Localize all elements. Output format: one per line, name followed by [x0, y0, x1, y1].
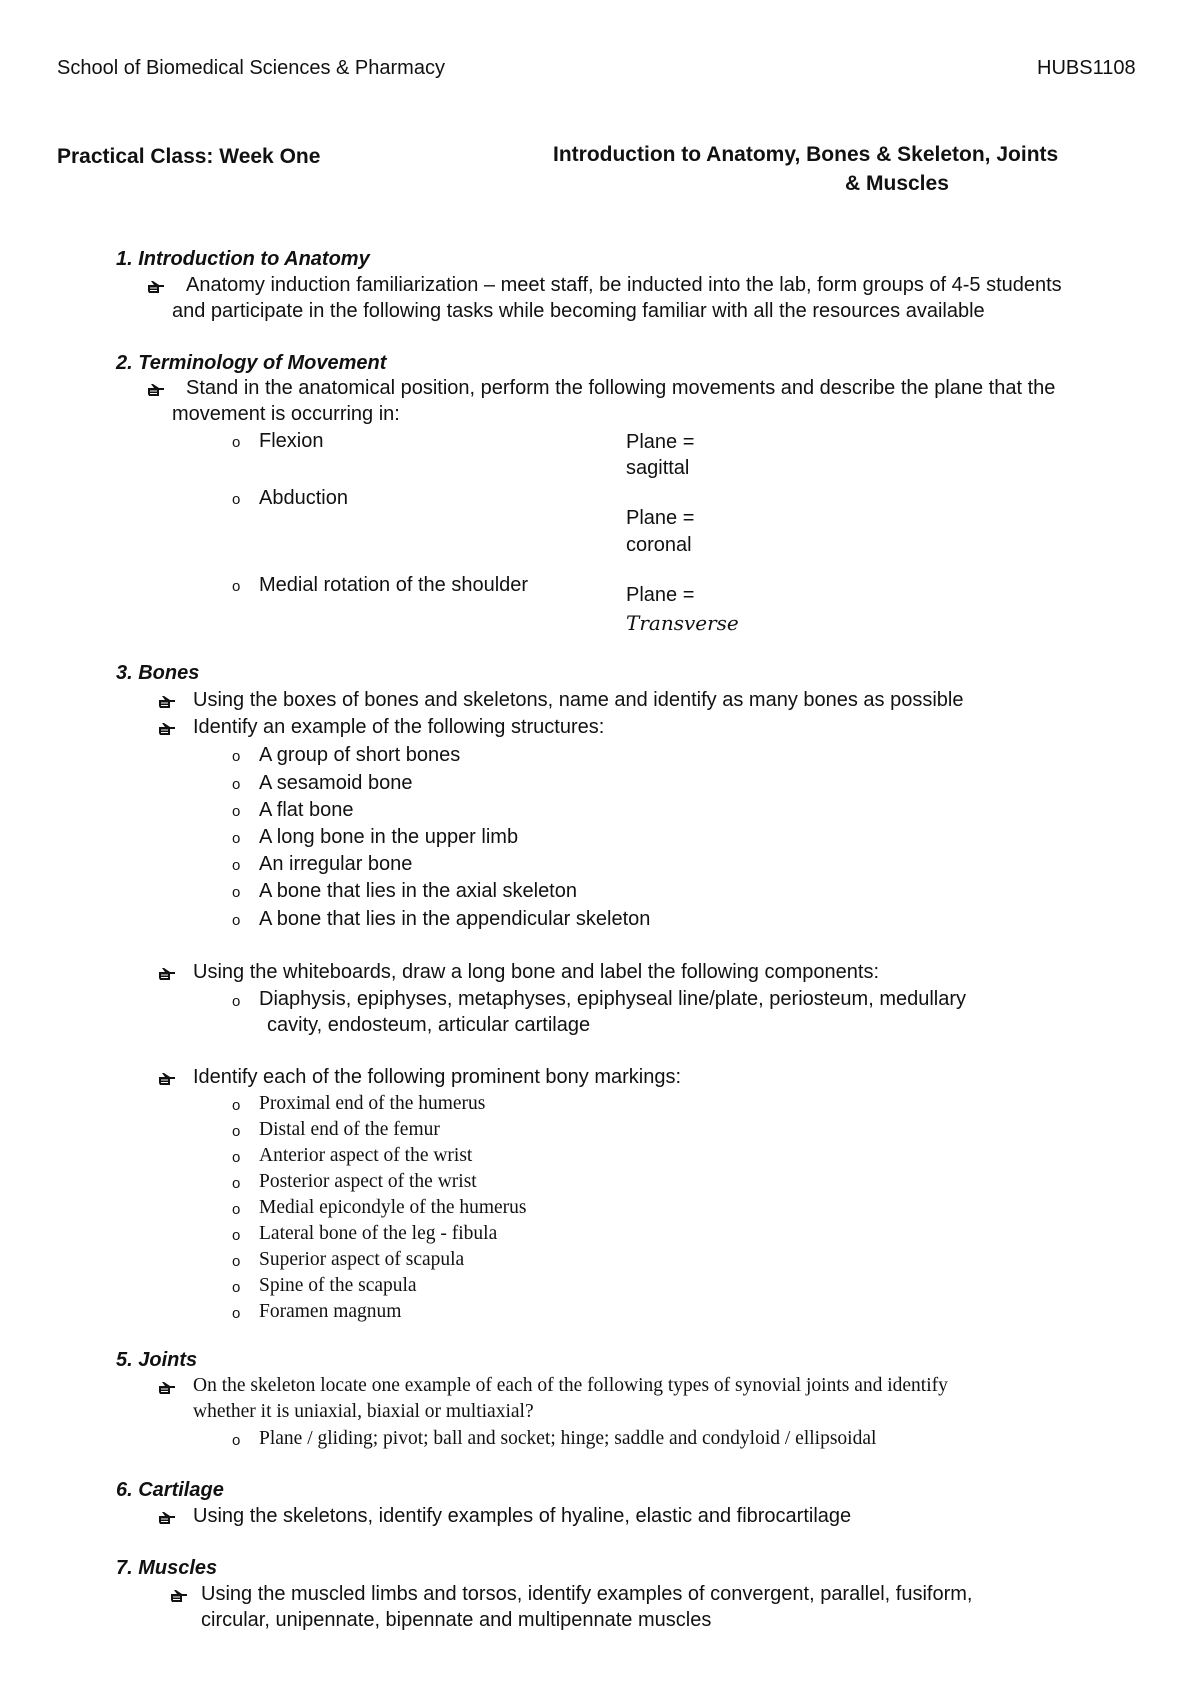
- structure-item: A bone that lies in the axial skeleton: [259, 880, 577, 902]
- intro-text-line1: Anatomy induction familiarization – meet staff, be inducted into the lab, form groups of 4-5 students: [186, 274, 1062, 296]
- movement-item: Medial rotation of the shoulder: [259, 574, 529, 596]
- marking-item: Distal end of the femur: [259, 1119, 440, 1140]
- page-title-right-line2: & Muscles: [845, 172, 949, 195]
- marking-item: Posterior aspect of the wrist: [259, 1171, 477, 1192]
- pointing-hand-icon: [158, 1381, 176, 1395]
- school-name: School of Biomedical Sciences & Pharmacy: [57, 57, 445, 79]
- sub-bullet-icon: o: [232, 993, 241, 1010]
- section-heading-intro: 1. Introduction to Anatomy: [116, 248, 370, 270]
- plane-label: Plane =: [626, 431, 695, 453]
- section-heading-movement: 2. Terminology of Movement: [116, 352, 387, 374]
- marking-item: Proximal end of the humerus: [259, 1093, 486, 1114]
- movement-text-line1: Stand in the anatomical position, perform the following movements and describe the plane that the: [186, 377, 1056, 399]
- page-title-right-line1: Introduction to Anatomy, Bones & Skeleton, Joints: [553, 143, 1059, 166]
- muscles-text-line1: Using the muscled limbs and torsos, identify examples of convergent, parallel, fusiform,: [201, 1583, 973, 1605]
- sub-bullet-icon: o: [232, 1097, 241, 1114]
- structure-item: A flat bone: [259, 799, 354, 821]
- sub-bullet-icon: o: [232, 776, 241, 793]
- marking-item: Superior aspect of scapula: [259, 1249, 465, 1270]
- bones-text-2: Identify an example of the following structures:: [193, 716, 605, 738]
- sub-bullet-icon: o: [232, 803, 241, 820]
- sub-bullet-icon: o: [232, 1227, 241, 1244]
- bones-text-3: Using the whiteboards, draw a long bone and label the following components:: [193, 961, 879, 983]
- sub-bullet-icon: o: [232, 884, 241, 901]
- page-title-left: Practical Class: Week One: [57, 145, 321, 168]
- pointing-hand-icon: [158, 695, 176, 709]
- bones-text-4: Identify each of the following prominent bony markings:: [193, 1066, 682, 1088]
- pointing-hand-icon: [147, 280, 165, 294]
- sub-bullet-icon: o: [232, 1279, 241, 1296]
- components-line2: cavity, endosteum, articular cartilage: [267, 1014, 591, 1036]
- joints-text-line2: whether it is uniaxial, biaxial or multiaxial?: [193, 1401, 534, 1422]
- section-heading-joints: 5. Joints: [116, 1349, 198, 1371]
- intro-text-line2: and participate in the following tasks while becoming familiar with all the resources available: [172, 300, 985, 322]
- section-heading-muscles: 7. Muscles: [116, 1557, 218, 1579]
- course-code: HUBS1108: [1037, 57, 1136, 79]
- marking-item: Lateral bone of the leg - fibula: [259, 1223, 498, 1244]
- sub-bullet-icon: o: [232, 1201, 241, 1218]
- sub-bullet-icon: o: [232, 748, 241, 765]
- pointing-hand-icon: [158, 1511, 176, 1525]
- structure-item: An irregular bone: [259, 853, 413, 875]
- plane-answer: coronal: [626, 534, 692, 556]
- structure-item: A sesamoid bone: [259, 772, 413, 794]
- sub-bullet-icon: o: [232, 1305, 241, 1322]
- sub-bullet-icon: o: [232, 1149, 241, 1166]
- joints-text-line1: On the skeleton locate one example of each of the following types of synovial joints and identify: [193, 1375, 948, 1396]
- sub-bullet-icon: o: [232, 491, 241, 508]
- muscles-text-line2: circular, unipennate, bipennate and multipennate muscles: [201, 1609, 712, 1631]
- structure-item: A bone that lies in the appendicular skeleton: [259, 908, 651, 930]
- pointing-hand-icon: [158, 722, 176, 736]
- sub-bullet-icon: o: [232, 434, 241, 451]
- sub-bullet-icon: o: [232, 578, 241, 595]
- movement-text-line2: movement is occurring in:: [172, 403, 400, 425]
- section-heading-bones: 3. Bones: [116, 662, 200, 684]
- structure-item: A group of short bones: [259, 744, 461, 766]
- marking-item: Spine of the scapula: [259, 1275, 417, 1296]
- plane-label: Plane =: [626, 507, 695, 529]
- sub-bullet-icon: o: [232, 857, 241, 874]
- movement-item: Abduction: [259, 487, 348, 509]
- pointing-hand-icon: [158, 1072, 176, 1086]
- sub-bullet-icon: o: [232, 912, 241, 929]
- pointing-hand-icon: [170, 1589, 188, 1603]
- sub-bullet-icon: o: [232, 1432, 241, 1449]
- plane-answer: sagittal: [626, 457, 690, 479]
- sub-bullet-icon: o: [232, 1253, 241, 1270]
- section-heading-cartilage: 6. Cartilage: [116, 1479, 224, 1501]
- structure-item: A long bone in the upper limb: [259, 826, 519, 848]
- sub-bullet-icon: o: [232, 1175, 241, 1192]
- pointing-hand-icon: [147, 383, 165, 397]
- pointing-hand-icon: [158, 967, 176, 981]
- plane-answer: Transverse: [626, 611, 739, 635]
- movement-item: Flexion: [259, 430, 324, 452]
- sub-bullet-icon: o: [232, 1123, 241, 1140]
- joint-types: Plane / gliding; pivot; ball and socket; hinge; saddle and condyloid / ellipsoidal: [259, 1428, 877, 1449]
- sub-bullet-icon: o: [232, 830, 241, 847]
- plane-label: Plane =: [626, 584, 695, 606]
- bones-text-1: Using the boxes of bones and skeletons, name and identify as many bones as possible: [193, 689, 964, 711]
- cartilage-text: Using the skeletons, identify examples of hyaline, elastic and fibrocartilage: [193, 1505, 852, 1527]
- components-line1: Diaphysis, epiphyses, metaphyses, epiphyseal line/plate, periosteum, medullary: [259, 988, 967, 1010]
- marking-item: Medial epicondyle of the humerus: [259, 1197, 527, 1218]
- marking-item: Foramen magnum: [259, 1301, 402, 1322]
- marking-item: Anterior aspect of the wrist: [259, 1145, 473, 1166]
